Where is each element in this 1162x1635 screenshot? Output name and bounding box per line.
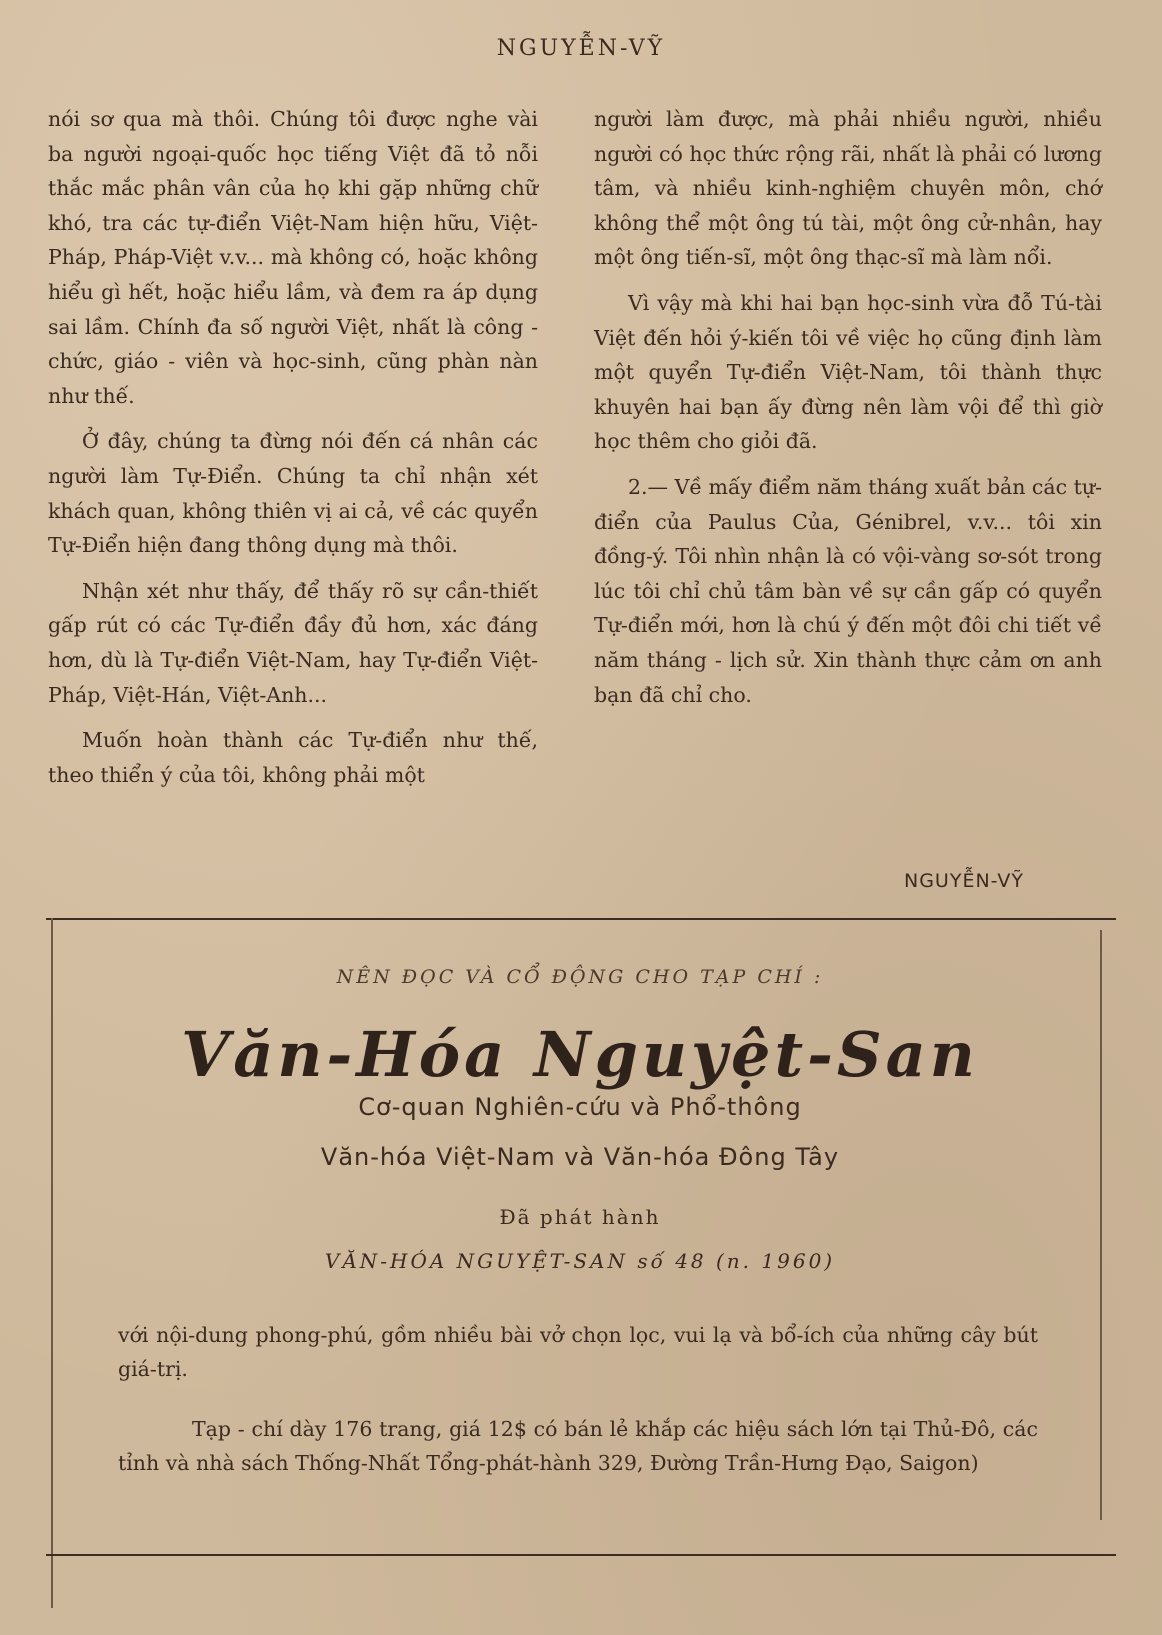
ad-invitation: NÊN ĐỌC VÀ CỔ ĐỘNG CHO TẠP CHÍ : <box>336 966 824 988</box>
ad-issue-line: VĂN-HÓA NGUYỆT-SAN số 48 (n. 1960) <box>324 1249 836 1273</box>
ad-box-right-rule <box>1100 930 1102 1520</box>
ad-content-text: với nội-dung phong-phú, gồm nhiều bài vở chọn lọc, vui lạ và bổ-ích của những cây bút giá-trị. <box>118 1323 1038 1381</box>
author-signature: NGUYỄN-VỸ <box>904 870 1025 892</box>
right-column <box>594 102 1102 723</box>
left-paragraph-4: Muốn hoàn thành các Tự-điển như thế, theo thiển ý của tôi, không phải một <box>48 728 538 787</box>
ad-subtitle-2: Văn-hóa Việt-Nam và Văn-hóa Đông Tây <box>320 1143 840 1171</box>
ad-box-bottom-rule <box>46 1554 1116 1556</box>
left-column <box>48 102 538 803</box>
running-head: NGUYỄN-VỸ <box>496 36 666 61</box>
left-paragraph-2: Ở đây, chúng ta đừng nói đến cá nhân các người làm Tự-Điển. Chúng ta chỉ nhận xét khách quan, không thiên vị ai cả, về các quyển Tự-Điển hiện đang thông dụng mà thôi. <box>48 429 538 558</box>
left-paragraph-3: Nhận xét như thấy, để thấy rõ sự cần-thiết gấp rút có các Tự-điển đầy đủ hơn, xác đáng hơn, dù là Tự-điển Việt-Nam, hay Tự-điển Việt-Pháp, Việt-Hán, Việt-Anh... <box>48 578 538 707</box>
right-paragraph-1: người làm được, mà phải nhiều người, nhiều người có học thức rộng rãi, nhất là phải có lương tâm, và nhiều kinh-nghiệm chuyên môn, chớ không thể một ông tú tài, một ông cử-nhân, hay một ông tiến-sĩ, một ông thạc-sĩ mà làm nổi. <box>594 107 1102 270</box>
ad-subtitle-1: Cơ-quan Nghiên-cứu và Phổ-thông <box>358 1093 802 1121</box>
ad-box-left-rule <box>51 918 53 1608</box>
ad-sales-info: Tạp - chí dày 176 trang, giá 12$ có bán lẻ khắp các hiệu sách lớn tại Thủ-Đô, các tỉnh và nhà sách Thống-Nhất Tổng-phát-hành 329, Đường Trần-Hưng Đạo, Saigon) <box>118 1417 1038 1475</box>
right-paragraph-2: Vì vậy mà khi hai bạn học-sinh vừa đỗ Tú-tài Việt đến hỏi ý-kiến tôi về việc họ cũng định làm một quyển Tự-điển Việt-Nam, tôi thành thực khuyên hai bạn ấy đừng nên làm vội để thì giờ học thêm cho giỏi đã. <box>594 290 1102 454</box>
right-paragraph-3: 2.— Về mấy điểm năm tháng xuất bản các tự-điển của Paulus Của, Génibrel, v.v... tôi xin đồng-ý. Tôi nhìn nhận là có vội-vàng sơ-sót trong lúc tôi chỉ chủ tâm bàn về sự cần gấp có quyển Tự-điển mới, hơn là chú ý đến một đôi chi tiết về năm tháng - lịch sử. Xin thành thực cảm ơn anh bạn đã chỉ cho. <box>594 474 1102 707</box>
ad-box-top-rule <box>46 918 1116 920</box>
left-paragraph-1: nói sơ qua mà thôi. Chúng tôi được nghe vài ba người ngoại-quốc học tiếng Việt đã tỏ nỗi thắc mắc phân vân của họ khi gặp những chữ khó, tra các tự-điển Việt-Nam hiện hữu, Việt-Pháp, Pháp-Việt v.v... mà không có, hoặc không hiểu gì hết, hoặc hiểu lầm, và đem ra áp dụng sai lầm. Chính đa số người Việt, nhất là công - chức, giáo - viên và học-sinh, cũng phàn nàn như thế. <box>48 107 538 408</box>
ad-released-label: Đã phát hành <box>499 1205 661 1229</box>
ad-masthead: Văn-Hóa Nguyệt-San <box>181 1018 979 1091</box>
